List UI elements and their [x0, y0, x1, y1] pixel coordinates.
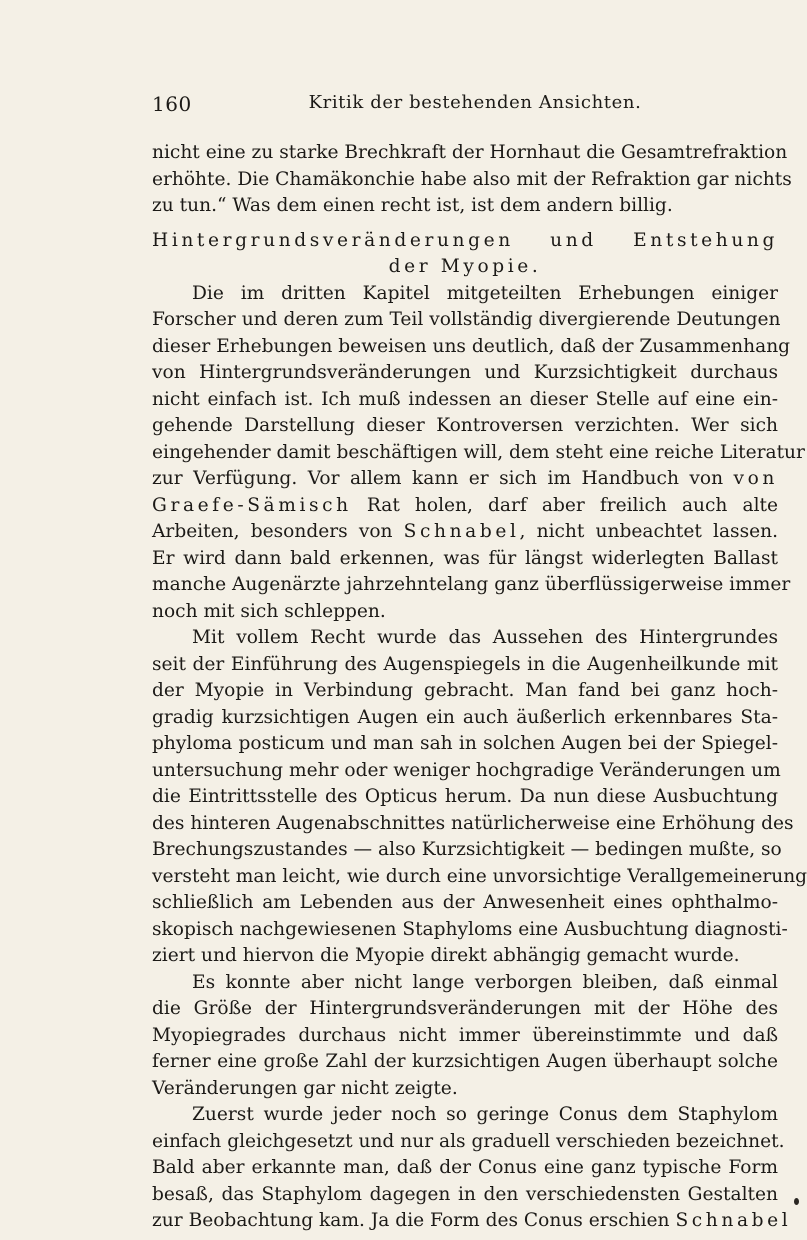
text-line: nicht einfach ist. Ich muß indessen an dieser Stelle auf eine ein-	[152, 388, 778, 410]
section-heading-line-2: der Myopie.	[388, 256, 542, 277]
text-line: erhöhte. Die Chamäkonchie habe also mit der Refraktion gar nichts	[152, 168, 792, 190]
text-line: noch mit sich schleppen.	[152, 600, 386, 622]
text-line: dieser Erhebungen beweisen uns deutlich, daß der Zusammenhang	[152, 335, 791, 357]
text-line: gehende Darstellung dieser Kontroversen verzichten. Wer sich	[152, 415, 778, 436]
text-line: Forscher und deren zum Teil vollständig divergierende Deutungen	[152, 309, 781, 330]
text-line: ziert und hiervon die Myopie direkt abhängig gemacht wurde.	[152, 945, 740, 966]
running-title: Kritik der bestehenden Ansichten.	[308, 92, 642, 113]
text-line	[152, 1208, 792, 1235]
text-line: besaß, das Staphylom dagegen in den verschiedensten Gestalten	[152, 1183, 778, 1205]
spaced-name: Schnabel	[403, 521, 520, 542]
body-text	[152, 140, 807, 1235]
margin-mark	[794, 1198, 799, 1205]
text-line: phyloma posticum und man sah in solchen Augen bei der Spiegel-	[152, 733, 778, 754]
text-line: Zuerst wurde jeder noch so geringe Conus dem Staphylom	[192, 1104, 778, 1125]
text-line	[152, 466, 778, 493]
text-line: Arbeiten, besonders von Schnabel, nicht unbeachtet lassen.	[152, 521, 778, 542]
text-line: ferner eine große Zahl der kurzsichtigen Augen überhaupt solche	[152, 1051, 778, 1072]
text-line: von Hintergrundsveränderungen und Kurzsichtigkeit durchaus	[152, 362, 778, 383]
text-line: schließlich am Lebenden aus der Anwesenheit eines ophthalmo-	[152, 892, 778, 913]
section-heading-line-1: Hintergrundsveränderungen und Entstehung	[152, 229, 778, 251]
text-line: der Myopie in Verbindung gebracht. Man fand bei ganz hoch-	[152, 680, 778, 701]
text-line: nicht eine zu starke Brechkraft der Hornhaut die Gesamtrefraktion	[152, 142, 788, 163]
spaced-name-von: von	[733, 468, 778, 489]
text-line: Es konnte aber nicht lange verborgen bleiben, daß einmal	[192, 971, 778, 993]
spaced-name-schnabel: Schnabel	[675, 1210, 792, 1231]
text-line: skopisch nachgewiesenen Staphyloms eine Ausbuchtung diagnosti-	[152, 918, 788, 940]
spaced-name: Graefe-Sämisch	[152, 494, 352, 516]
text-line: eingehender damit beschäftigen will, dem steht eine reiche Literatur	[152, 441, 805, 463]
text-line: zu tun.“ Was dem einen recht ist, ist dem andern billig.	[152, 195, 673, 216]
text-line: die Größe der Hintergrundsveränderungen mit der Höhe des	[152, 998, 778, 1019]
line-text: zur Beobachtung kam. Ja die Form des Conus erschien	[152, 1210, 670, 1231]
line-text: zur Verfügung. Vor allem kann er sich im Handbuch von	[152, 468, 724, 489]
text-line: Veränderungen gar nicht zeigte.	[152, 1077, 458, 1099]
text-line: Bald aber erkannte man, daß der Conus eine ganz typische Form	[152, 1157, 778, 1178]
text-line: Er wird dann bald erkennen, was für längst widerlegten Ballast	[152, 547, 778, 569]
page-header	[152, 92, 778, 114]
text-line: manche Augenärzte jahrzehntelang ganz überflüssigerweise immer	[152, 574, 791, 595]
text-line: gradig kurzsichtigen Augen ein auch äußerlich erkennbares Sta-	[152, 706, 778, 728]
text-line: die Eintrittsstelle des Opticus herum. Da nun diese Ausbuchtung	[152, 786, 778, 807]
text-line: Myopiegrades durchaus nicht immer übereinstimmte und daß	[152, 1024, 778, 1046]
page-number: 160	[152, 92, 192, 116]
text-line: Brechungszustandes — also Kurzsichtigkeit — bedingen mußte, so	[152, 839, 782, 860]
text-line: Mit vollem Recht wurde das Aussehen des Hintergrundes	[192, 627, 778, 648]
text-line: untersuchung mehr oder weniger hochgradige Veränderungen um	[152, 759, 781, 781]
text-line: des hinteren Augenabschnittes natürlicherweise eine Erhöhung des	[152, 812, 794, 834]
text-line: versteht man leicht, wie durch eine unvorsichtige Verallgemeinerung	[152, 865, 807, 887]
text-line: Die im dritten Kapitel mitgeteilten Erhebungen einiger	[192, 282, 778, 304]
text-line: seit der Einführung des Augenspiegels in die Augenheilkunde mit	[152, 653, 778, 675]
text-line: einfach gleichgesetzt und nur als graduell verschieden bezeichnet.	[152, 1130, 785, 1152]
text-line: Graefe-Sämisch Rat holen, darf aber freilich auch alte	[152, 494, 778, 516]
